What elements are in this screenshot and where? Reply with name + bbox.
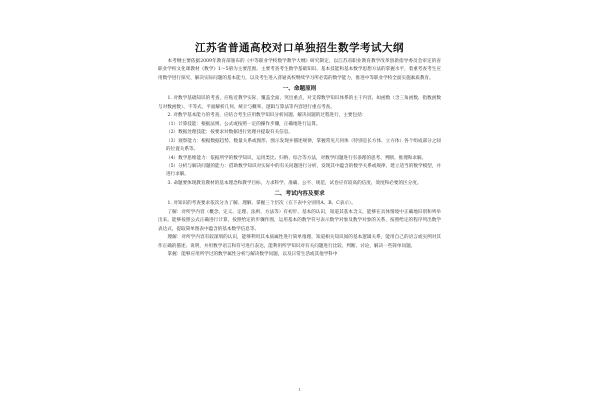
document-body — [158, 58, 441, 260]
page-number: 1 — [298, 387, 301, 392]
list-item-paragraph: （1）计算技能：根据法则、公式或按照一定的操作步骤，正确地进行运算。 — [166, 121, 321, 127]
document-page — [158, 0, 441, 400]
body-paragraph: 掌握：能够应用所学过的数学属性分析与解决数学问题，以及日常生活或其他学科中 — [167, 252, 338, 258]
section-heading: 二、考试内容及要求 — [274, 190, 325, 197]
body-paragraph: 理解：对所学内容有较深刻的认识，能够利用其本质属性进行简单推理，知道相关知识间的基本逻辑关系，能用自己的语言或实例对其作正确的描述、说明，并用数学语言和符号进行表达，能利用所学知识对有关问题进行比较、判断、讨论，解决一些简单问题。 — [158, 235, 441, 249]
body-paragraph: 1. 对知识的考查要求依次分为了解、理解、掌握三个层次（在下表中分别用A、B、C表示）。 — [167, 201, 356, 207]
list-item-paragraph: （2）数据处理技能：按要求对数据进行处理并提取有关信息。 — [166, 130, 293, 136]
body-paragraph: 了解：对所学内容（概念、定义、定理、法则、方法等）有初步、基本的认识，知道其基本含义，能够在具体情境中正确地识别和列举出来。能够按照公式正确进行计算，按照给定的步骤作图，运用基本的数学符号表示数学对象及数学对象的关系，按照给定的程序列出数学表达式，提取简单图表中蕴含的基本数学信息等。 — [158, 209, 441, 232]
body-paragraph: 本考纲主要依据2009年教育部颁布的《中等职业学校数学教学大纲》研究制定，以江苏省职业教育教学改革创新指导委员会审定的省职业学校文化课教材《数学》1～5册为主要范围。主要考查考生数学基础知识、基本技能和基本数学思想方法的掌握水平，着重考查考生应用数学进行探究、解决实际问题的基本能力，以及考生进入普通高校继续学习所必需的数学能力，推进中等职业学校全面实施素质教育。 — [158, 59, 441, 81]
section-heading: 一、命题原则 — [282, 85, 317, 92]
list-item-paragraph: （3）观察能力：根据数据趋势、数量关系或图形、图示发现并描述规律，掌握常见几何体（特别是长方体、立方体）各个组成部分之间的位置关系等。 — [166, 138, 441, 153]
list-item-paragraph: （5）分析与解决问题的能力：借助数学知识对实际中的有关问题进行分析，发现其中蕴含的数学关系或规律，建立适当的数学模型，并进行求解。 — [166, 163, 441, 178]
document-title: 江苏省普通高校对口单独招生数学考试大纲 — [195, 42, 404, 54]
body-paragraph: 3. 命题要体现教育教材的基本理念和教学目标，力求科学、准确、公平、规范，试卷应有较高的信度、效度和必要的区分度。 — [167, 180, 422, 186]
list-item-paragraph: （4）数学思维能力：依据所学的数学知识，运用类比、归纳、综合等方法，对数学问题进行有条理的思考、判断、推理和求解。 — [166, 155, 427, 161]
body-paragraph: 2. 对数学基本能力的考查，应结合考生应用数学知识分析问题、解决问题的过程进行，主要包括： — [167, 113, 367, 119]
body-paragraph: 1. 对数学基础知识的考查，应贴近教学实际，覆盖全面，突出重点，对支撑数学知识体系的主干内容，如函数（含三角函数、指数函数与对数函数）、不等式、平面解析几何、统计与概率、逻辑与算法等内容进行重点考查。 — [158, 96, 441, 110]
